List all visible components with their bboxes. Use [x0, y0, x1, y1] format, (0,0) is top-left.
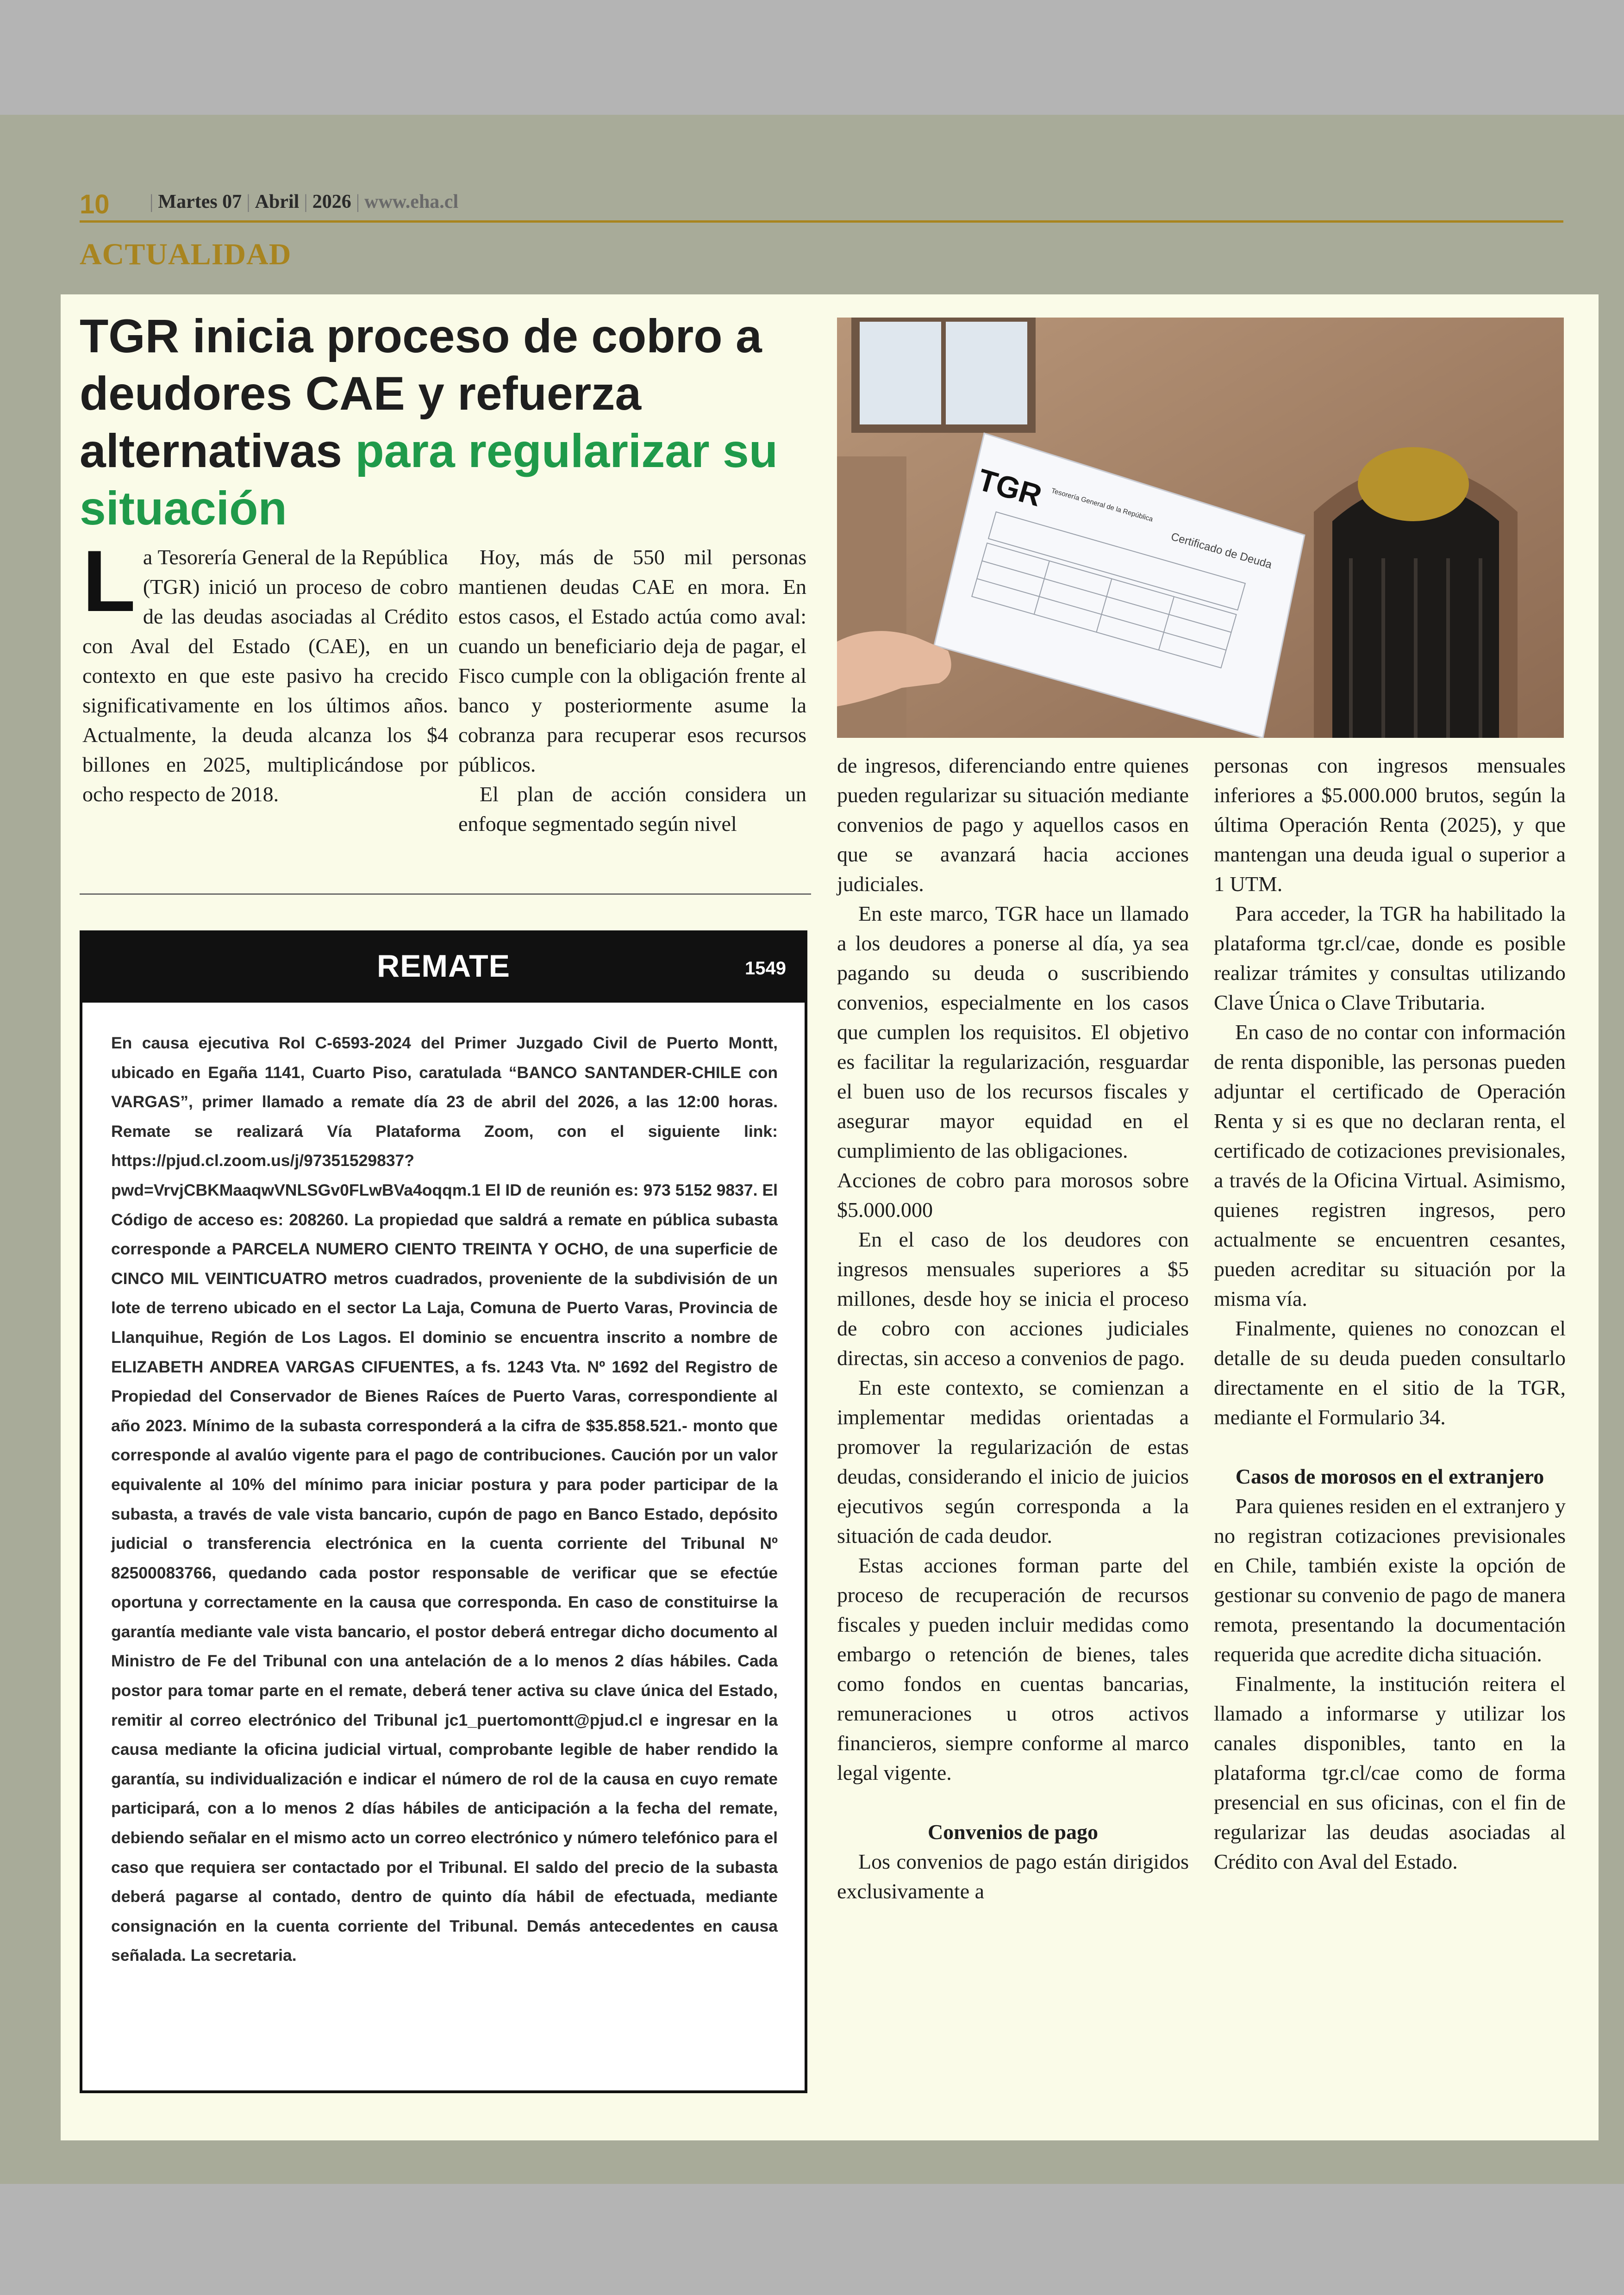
- certificate-logo-subtitle: Tesorería General de la República: [1050, 486, 1154, 524]
- date-weekday: Martes 07: [158, 191, 242, 212]
- photo-illustration: [837, 318, 1564, 738]
- website: www.eha.cl: [364, 191, 459, 212]
- remate-notice: [80, 930, 807, 2093]
- article-subheading: Casos de morosos en el extranjero: [1235, 1465, 1544, 1488]
- article-column-4: [1214, 751, 1566, 1877]
- dateline: | Martes 07 | Abril | 2026 | www.eha.cl: [150, 191, 459, 212]
- article-paragraph: En el caso de los deudores con ingresos mensuales superiores a $5 millones, desde hoy se inicia el proceso de cobro con acciones judiciales directas, sin acceso a convenios de pago.: [837, 1228, 1189, 1370]
- article-paragraph: Los convenios de pago están dirigidos exclusivamente a: [837, 1850, 1189, 1903]
- article-paragraph: En caso de no contar con información de renta disponible, las personas pueden adjuntar el certificado de Operación Renta y si es que no declaran renta, el certificado de cotizaciones previsionales, a través de la Oficina Virtual. Asimismo, quienes registren ingresos, pero actualmente se encuentren cesantes, pueden acreditar su situación por la misma vía.: [1214, 1020, 1566, 1310]
- date-month: Abril: [255, 191, 300, 212]
- article-photo: [837, 318, 1564, 738]
- certificate-title: Certificado de Deuda: [1169, 530, 1274, 571]
- article-paragraph: El plan de acción considera un enfoque segmentado según nivel: [458, 782, 806, 836]
- article-paragraph: En este marco, TGR hace un llamado a los deudores a ponerse al día, ya sea pagando su deuda o suscribiendo convenios, especialmente en los casos que cumplen los requisitos. El objetivo es facilitar la regularización, resguardar el buen uso de los recursos fiscales y asegurar mayor equidad en el cumplimiento de las obligaciones.: [837, 902, 1189, 1162]
- article-paragraph: personas con ingresos mensuales inferiores a $5.000.000 brutos, según la última Operación Renta (2025), y que mantengan una deuda igual o superior a 1 UTM.: [1214, 754, 1566, 896]
- article-paragraph: Finalmente, la institución reitera el llamado a informarse y utilizar los canales disponibles, tanto en la plataforma tgr.cl/cae como de forma presencial en sus oficinas, con el fin de regularizar las deudas asociadas al Crédito con Aval del Estado.: [1214, 1672, 1566, 1873]
- article-column-2: [458, 543, 806, 839]
- headline-green: para regularizar su situación: [80, 424, 778, 535]
- certificate-logo: TGR: [974, 462, 1046, 513]
- remate-body: En causa ejecutiva Rol C-6593-2024 del Primer Juzgado Civil de Puerto Montt, ubicado en Egaña 1141, Cuarto Piso, caratulada “BANCO SANTANDER-CHILE con VARGAS”, primer llamado a remate día 23 de abril del 2026, a las 12:00 horas. Remate se realizará Vía Plataforma Zoom, con el siguiente link: https://pjud.cl.zoom.us/j/97351529837?pwd=VrvjCBKMaaqwVNLSGv0FLwBVa4oqqm.1 El ID de reunión es: 973 5152 9837. El Código de acceso es: 208260. La propiedad que saldrá a remate en pública subasta corresponde a PARCELA NUMERO CIENTO TREINTA Y OCHO, de una superficie de CINCO MIL VEINTICUATRO metros cuadrados, proveniente de la subdivisión de un lote de terreno ubicado en el sector La Laja, Comuna de Puerto Varas, Provincia de Llanquihue, Región de Los Lagos. El dominio se encuentra inscrito a nombre de ELIZABETH ANDREA VARGAS CIFUENTES, a fs. 1243 Vta. Nº 1692 del Registro de Propiedad del Conservador de Bienes Raíces de Puerto Varas, correspondiente al año 2023. Mínimo de la subasta corresponderá a la cifra de $35.858.521.- monto que corresponde al avalúo vigente para el pago de contribuciones. Caución por un valor equivalente al 10% del mínimo para iniciar postura y para poder participar de la subasta, a través de vale vista bancario, cupón de pago en Banco Estado, depósito judicial o transferencia electrónica en la cuenta corriente del Tribunal Nº 82500083766, quedando cada postor responsable de verificar que se efectúe oportuna y correctamente en la causa que corresponda. En caso de constituirse la garantía mediante vale vista bancario, el postor deberá entregar dicho documento al Ministro de Fe del Tribunal con una antelación de a lo menos 2 días hábiles. Cada postor para tomar parte en el remate, deberá tener activa su clave única del Estado, remitir al correo electrónico del Tribunal jc1_puertomontt@pjud.cl e ingresar en la causa mediante la oficina judicial virtual, comprobante legible de haber rendido la garantía, su individualización e indicar el número de rol de la causa en cuyo remate participará, con a lo menos 2 días hábiles de anticipación a la fecha del remate, debiendo señalar en el mismo acto un correo electrónico y número telefónico para el caso que requiera ser contactado por el Tribunal. El saldo del precio de la subasta deberá pagarse al contado, dentro de quinto día hábil de efectuada, mediante consignación en la cuenta corriente del Tribunal. Demás antecedentes en causa señalada. La secretaria.: [111, 1034, 778, 1965]
- coat-of-arms: [1358, 447, 1469, 521]
- article-paragraph: En este contexto, se comienzan a implementar medidas orientadas a promover la regularización de estas deudas, considerando el inicio de juicios ejecutivos según corresponda a la situación de cada deudor.: [837, 1376, 1189, 1547]
- article-paragraph: Hoy, más de 550 mil personas mantienen deudas CAE en mora. En estos casos, el Estado actúa como aval: cuando un beneficiario deja de pagar, el Fisco cumple con la obligación frente al banco y posteriormente asume la cobranza para recuperar esos recursos públicos.: [458, 545, 806, 776]
- article-paragraph: Para acceder, la TGR ha habilitado la plataforma tgr.cl/cae, donde es posible realizar trámites y consultas utilizando Clave Única o Clave Tributaria.: [1214, 902, 1566, 1014]
- article-column-1: [82, 532, 448, 809]
- article-headline: [80, 307, 811, 537]
- remate-number: 1549: [745, 958, 786, 979]
- article-paragraph: Estas acciones forman parte del proceso de recuperación de recursos fiscales y pueden incluir medidas como embargo o retención de bienes, tales como fondos en cuentas bancarias, remuneraciones u otros activos financieros, siempre conforme al marco legal vigente.: [837, 1553, 1189, 1784]
- article-paragraph: a Tesorería General de la República (TGR) inició un proceso de cobro de las deudas asociadas al Crédito con Aval del Estado (CAE), en un contexto en que este pasivo ha crecido significativamente en los últimos años. Actualmente, la deuda alcanza los $4 billones en 2025, multiplicándose por ocho respecto de 2018.: [82, 545, 448, 806]
- remate-title: REMATE: [376, 948, 511, 984]
- dropcap-letter: L: [82, 532, 136, 630]
- article-subheading-inline: Acciones de cobro para morosos sobre $5.000.000: [837, 1168, 1189, 1222]
- article-paragraph: Finalmente, quienes no conozcan el detalle de su deuda pueden consultarlo directamente en el sitio de la TGR, mediante el Formulario 34.: [1214, 1316, 1566, 1429]
- article-paragraph: Para quienes residen en el extranjero y no registran cotizaciones previsionales en Chile, también existe la opción de gestionar su convenio de pago de manera remota, presentando la documentación requerida que acredite dicha situación.: [1214, 1494, 1566, 1666]
- remate-header: [82, 933, 805, 1003]
- column-divider-rule: [80, 893, 811, 895]
- page-number: 10: [80, 189, 110, 219]
- article-paragraph: de ingresos, diferenciando entre quienes pueden regularizar su situación mediante convenios de pago y aquellos casos en que se avanzará hacia acciones judiciales.: [837, 754, 1189, 896]
- date-year: 2026: [312, 191, 351, 212]
- header-rule: [80, 220, 1563, 223]
- headline-dark: TGR inicia proceso de cobro a deudores CAE y refuerza alternativas: [80, 310, 762, 477]
- article-column-3: [837, 751, 1189, 1906]
- article-subheading: Convenios de pago: [927, 1820, 1099, 1844]
- section-title: ACTUALIDAD: [80, 237, 292, 271]
